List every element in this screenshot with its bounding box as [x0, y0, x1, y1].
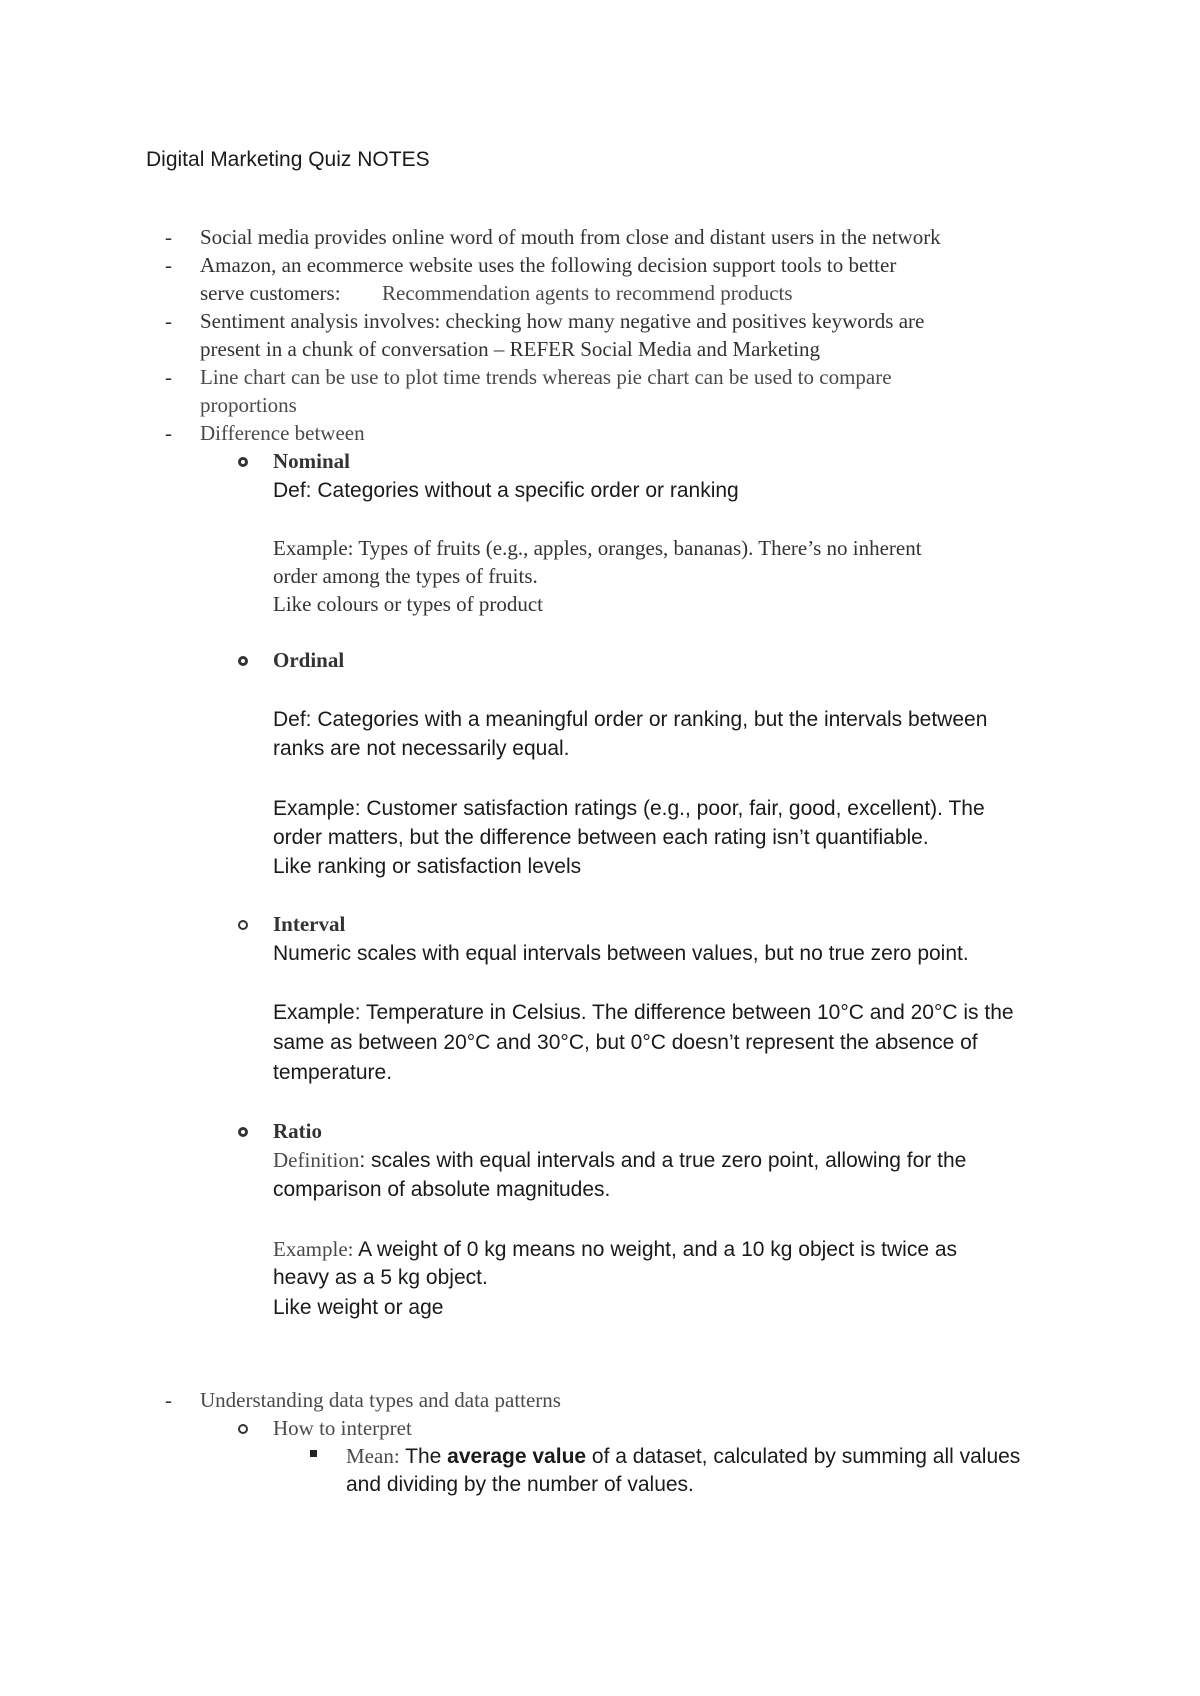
- ratio-def-line2: comparison of absolute magnitudes.: [273, 1178, 611, 1201]
- mean-pre: The: [399, 1445, 448, 1468]
- nominal-example-line1: Example: Types of fruits (e.g., apples, oranges, bananas). There’s no inherent: [273, 536, 922, 560]
- ratio-heading: Ratio: [273, 1119, 322, 1143]
- interval-heading: Interval: [273, 912, 346, 936]
- ratio-def-text: : scales with equal intervals and a true zero point, allowing for the: [359, 1149, 967, 1172]
- mean-line1: [346, 1442, 1020, 1471]
- page-title: Digital Marketing Quiz NOTES: [146, 148, 430, 171]
- dash-marker: -: [165, 253, 172, 277]
- mean-line2: and dividing by the number of values.: [346, 1473, 694, 1496]
- ratio-example-label: Example:: [273, 1237, 354, 1261]
- bullet-charts-line1: Line chart can be use to plot time trends whereas pie chart can be used to compare: [200, 365, 892, 389]
- dash-marker: -: [165, 421, 172, 445]
- ordinal-def-line1: Def: Categories with a meaningful order or ranking, but the intervals between: [273, 708, 988, 731]
- interval-example-line1: Example: Temperature in Celsius. The difference between 10°C and 20°C is the: [273, 1001, 1014, 1024]
- interval-def: Numeric scales with equal intervals between values, but no true zero point.: [273, 942, 969, 965]
- nominal-def: Def: Categories without a specific order or ranking: [273, 479, 739, 502]
- dash-marker: -: [165, 309, 172, 333]
- mean-bold-term: average value: [447, 1445, 587, 1468]
- circle-bullet-icon: [238, 457, 248, 467]
- nominal-example-line2: order among the types of fruits.: [273, 564, 538, 588]
- ordinal-like: Like ranking or satisfaction levels: [273, 855, 582, 878]
- ratio-example-line2: heavy as a 5 kg object.: [273, 1266, 488, 1289]
- bullet-charts-line2: proportions: [200, 393, 297, 417]
- interval-example-line2: same as between 20°C and 30°C, but 0°C doesn’t represent the absence of: [273, 1031, 978, 1054]
- ordinal-def-line2: ranks are not necessarily equal.: [273, 737, 570, 760]
- bullet-amazon-line2a: serve customers:: [200, 281, 341, 305]
- bullet-difference: Difference between: [200, 421, 365, 445]
- ratio-example-text: A weight of 0 kg means no weight, and a 10 kg object is twice as: [353, 1238, 958, 1261]
- circle-bullet-icon: [238, 1127, 248, 1137]
- nominal-like: Like colours or types of product: [273, 592, 544, 616]
- ratio-def-label: Definition: [273, 1148, 360, 1172]
- dash-marker: -: [165, 1388, 172, 1412]
- square-bullet-icon: [310, 1450, 317, 1457]
- bullet-amazon-line1: Amazon, an ecommerce website uses the following decision support tools to better: [200, 253, 897, 277]
- ordinal-example-line2: order matters, but the difference between each rating isn’t quantifiable.: [273, 826, 929, 849]
- ordinal-example-line1: Example: Customer satisfaction ratings (e.g., poor, fair, good, excellent). The: [273, 797, 985, 820]
- mean-label: Mean:: [346, 1444, 400, 1468]
- interval-example-line3: temperature.: [273, 1061, 393, 1084]
- bullet-social-media: Social media provides online word of mouth from close and distant users in the network: [200, 225, 941, 249]
- ordinal-heading: Ordinal: [273, 648, 345, 672]
- bullet-amazon-line2b: Recommendation agents to recommend products: [382, 281, 793, 305]
- dash-marker: -: [165, 225, 172, 249]
- dash-marker: -: [165, 365, 172, 389]
- mean-post: of a dataset, calculated by summing all values: [586, 1445, 1021, 1468]
- ratio-like: Like weight or age: [273, 1296, 444, 1319]
- bullet-sentiment-line2: present in a chunk of conversation – REFER Social Media and Marketing: [200, 337, 820, 361]
- how-to-interpret: How to interpret: [273, 1416, 412, 1440]
- bullet-sentiment-line1: Sentiment analysis involves: checking how many negative and positives keywords are: [200, 309, 925, 333]
- circle-bullet-icon: [238, 920, 248, 930]
- bullet-data-patterns: Understanding data types and data patterns: [200, 1388, 561, 1412]
- circle-bullet-icon: [238, 656, 248, 666]
- ratio-example-line1: [273, 1235, 957, 1264]
- circle-bullet-icon: [238, 1424, 248, 1434]
- nominal-heading: Nominal: [273, 449, 351, 473]
- ratio-def-line1: [273, 1146, 966, 1175]
